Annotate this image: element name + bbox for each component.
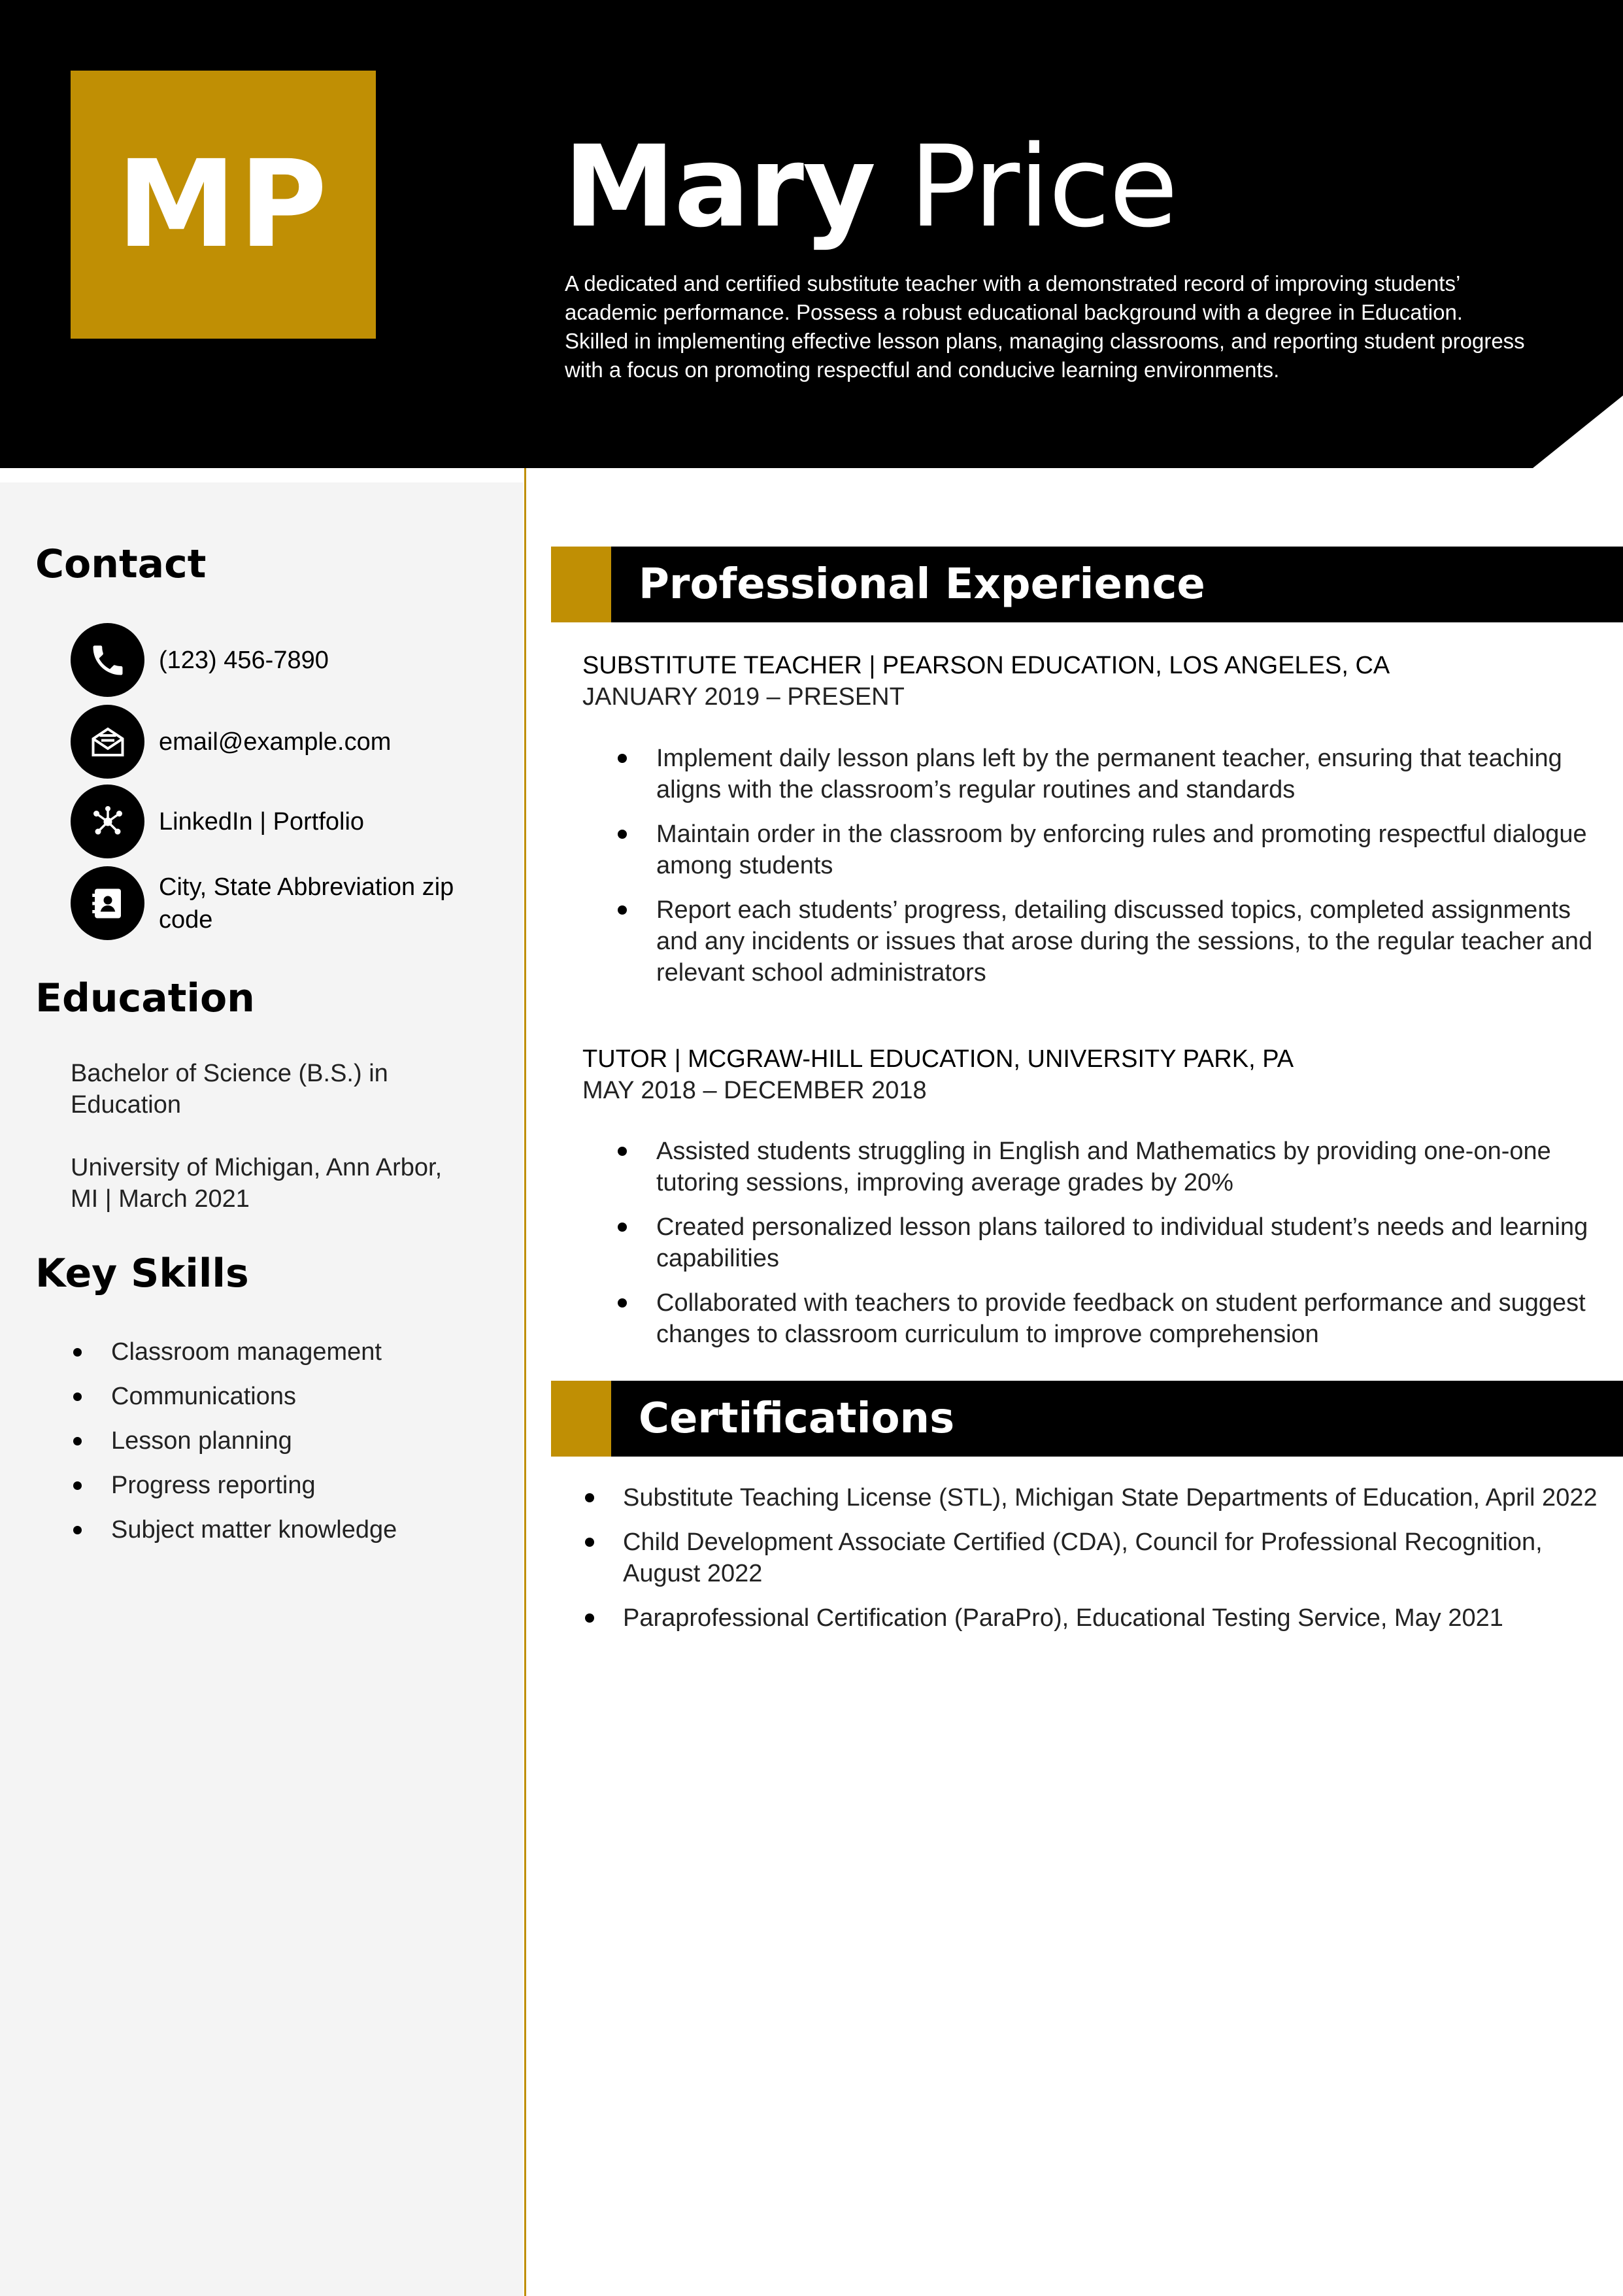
certification-item: Substitute Teaching License (STL), Michigan State Departments of Education, April 2022 (582, 1482, 1602, 1513)
contact-phone (71, 623, 486, 697)
contact-address-text: City, State Abbreviation zip code (159, 873, 454, 934)
education-degree: Bachelor of Science (B.S.) in Education (71, 1060, 388, 1119)
job-title: SUBSTITUTE TEACHER | PEARSON EDUCATION, LOS ANGELES, CA (582, 652, 1390, 679)
job-dates: JANUARY 2019 – PRESENT (582, 683, 905, 711)
contact-links (71, 785, 486, 858)
monogram-text: MP (116, 135, 330, 275)
job-bullet: Report each students’ progress, detailing discussed topics, completed assignments and any incidents or issues that arose during the sessions, to the regular teacher and relevant school administrators (582, 894, 1602, 988)
contact-card-icon (71, 866, 144, 940)
job-dates: MAY 2018 – DECEMBER 2018 (582, 1077, 927, 1104)
experience-heading: Professional Experience (639, 560, 1205, 609)
job-bullet: Implement daily lesson plans left by the permanent teacher, ensuring that teaching aligns with the classroom’s regular routines and standards (582, 743, 1602, 805)
profile-summary: A dedicated and certified substitute teacher with a demonstrated record of improving students’ academic performance. Possess a robust educational background with a degree in Education. Skilled in implementing effective lesson plans, managing classrooms, and reporting student progress with a focus on promoting respectful and conducive learning environments. (565, 271, 1525, 382)
contact-email (71, 705, 486, 779)
certifications-list (582, 1482, 1602, 1647)
skill-item: Classroom management (71, 1330, 397, 1374)
last-name: Price (909, 121, 1177, 252)
column-divider (524, 468, 526, 2296)
skill-item: Communications (71, 1374, 397, 1419)
job-bullet: Maintain order in the classroom by enforcing rules and promoting respectful dialogue among students (582, 819, 1602, 881)
skill-item: Lesson planning (71, 1419, 397, 1463)
education-heading: Education (35, 975, 255, 1021)
skill-item: Progress reporting (71, 1463, 397, 1508)
first-name: Mary (563, 121, 875, 252)
job-bullets (582, 1136, 1602, 1363)
contact-links-text[interactable]: LinkedIn | Portfolio (159, 807, 365, 836)
contact-phone-text[interactable]: (123) 456-7890 (159, 646, 329, 674)
certification-item: Child Development Associate Certified (CDA), Council for Professional Recognition, August 2022 (582, 1527, 1602, 1589)
contact-email-text[interactable]: email@example.com (159, 728, 392, 756)
contact-address (71, 866, 486, 940)
job-bullet: Collaborated with teachers to provide feedback on student performance and suggest changes to classroom curriculum to improve comprehension (582, 1287, 1602, 1350)
job-bullet: Assisted students struggling in English and Mathematics by providing one-on-one tutoring sessions, improving average grades by 20% (582, 1136, 1602, 1198)
mail-icon (71, 705, 144, 779)
phone-icon (71, 623, 144, 697)
job-bullets (582, 743, 1602, 1002)
skills-list (71, 1330, 397, 1552)
monogram-badge (71, 71, 376, 339)
section-accent (551, 1381, 611, 1457)
network-icon (71, 785, 144, 858)
job-bullet: Created personalized lesson plans tailored to individual student’s needs and learning capabilities (582, 1211, 1602, 1274)
certifications-heading: Certifications (639, 1394, 955, 1443)
contact-heading: Contact (35, 541, 207, 587)
skill-item: Subject matter knowledge (71, 1508, 397, 1552)
skills-heading: Key Skills (35, 1251, 249, 1296)
certifications-section-bar (551, 1381, 1623, 1457)
job-title: TUTOR | MCGRAW-HILL EDUCATION, UNIVERSITY PARK, PA (582, 1045, 1294, 1073)
experience-section-bar (551, 547, 1623, 622)
education-school: University of Michigan, Ann Arbor, MI | March 2021 (71, 1154, 443, 1213)
candidate-name (563, 121, 1177, 252)
section-accent (551, 547, 611, 622)
certification-item: Paraprofessional Certification (ParaPro), Educational Testing Service, May 2021 (582, 1602, 1602, 1634)
